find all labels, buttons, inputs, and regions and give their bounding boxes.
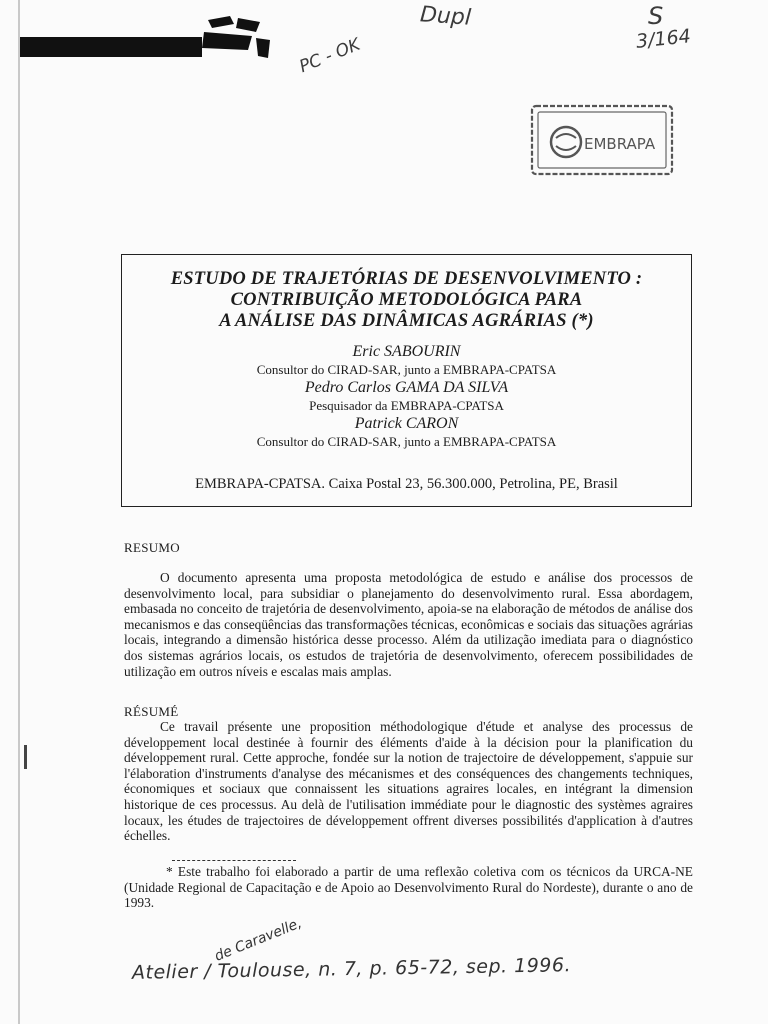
- stamp-label: EMBRAPA: [584, 135, 656, 153]
- author-affiliation: Consultor do CIRAD-SAR, junto a EMBRAPA-CPATSA: [256, 434, 557, 449]
- author-affiliation: Pesquisador da EMBRAPA-CPATSA: [309, 398, 504, 413]
- margin-tick-mark: [24, 745, 27, 769]
- handwritten-s-mark: S: [648, 2, 664, 30]
- author-name: Eric SABOURIN: [352, 343, 461, 360]
- header-bar: [20, 37, 202, 57]
- resumo-heading: RESUMO: [124, 540, 180, 555]
- title-line: A ANÁLISE DAS DINÂMICAS AGRÁRIAS (*): [219, 311, 594, 331]
- title-line: ESTUDO DE TRAJETÓRIAS DE DESENVOLVIMENTO :: [170, 269, 643, 289]
- handwritten-ref-number: 3/164: [635, 25, 692, 53]
- author-name: Pedro Carlos GAMA DA SILVA: [304, 379, 509, 396]
- footnote-text: * Este trabalho foi elaborado a partir de uma reflexão coletiva com os técnicos da URCA-NE (Unidade Regional de Capacitação e de Apoio ao Desenvolvimento Rural do Nordeste), durante o ano de 1993.: [124, 864, 693, 911]
- author-name: Patrick CARON: [354, 415, 459, 432]
- embrapa-stamp: [528, 100, 678, 180]
- title-line: CONTRIBUIÇÃO METODOLÓGICA PARA: [230, 290, 583, 310]
- footnote-divider: [172, 860, 296, 861]
- resumo-paragraph: O documento apresenta uma proposta metodológica de estudo e análise dos processos de desenvolvimento local, para subsidiar o planejamento do desenvolvimento rural. Essa abordagem, embasada no conceito de trajetória de desenvolvimento, apoia-se na elaboração de métodos de análise dos mecanismos e das conseqüências das transformações técnicas, econômicas e sociais das situações agrárias locais, integrando a dimensão histórica desse processo. Além da utilização imediata para o diagnóstico dos sistemas agrários locais, os estudos de trajetória de desenvolvimento, oferecem possibilidades de utilização em outros níveis e escalas mais amplas.: [124, 570, 693, 679]
- resume-paragraph: Ce travail présente une proposition méthodologique d'étude et analyse des processus de développement local destinée à fournir des éléments d'aide à la décision pour la planification du développement rural. Cette approche, fondée sur la notion de trajectoire de développement, s'appuie sur l'élaboration d'instruments d'analyse des mécanismes et des conséquences des changements techniques, économiques et sociaux que connaissent les situations agraires locales, en intégrant la dimension historique de ces processus. Au delà de l'utilisation immédiate pour le diagnostic des systèmes agraires locaux, les études de trajectoires de développement offrent diverses possibilités d'application à d'autres échelles.: [124, 719, 693, 844]
- author-affiliation: Consultor do CIRAD-SAR, junto a EMBRAPA-CPATSA: [256, 362, 557, 377]
- title-box: [121, 254, 692, 507]
- resume-heading: RÉSUMÉ: [124, 704, 179, 719]
- handwritten-citation: Atelier / Toulouse, n. 7, p. 65-72, sep. 1996.: [131, 954, 572, 984]
- embrapa-logo-icon: [551, 127, 581, 157]
- handwritten-pc-ok: PC - OK: [296, 34, 364, 78]
- paper-title: [122, 269, 691, 332]
- institution-address: EMBRAPA-CPATSA. Caixa Postal 23, 56.300.000, Petrolina, PE, Brasil: [195, 476, 618, 492]
- ship-logo-icon: [198, 10, 274, 60]
- scan-edge-line: [18, 0, 20, 1024]
- handwritten-citation-annotation: de Caravelle,: [212, 915, 305, 965]
- author-list: [122, 342, 691, 450]
- handwritten-dupl: Dupl: [419, 2, 472, 31]
